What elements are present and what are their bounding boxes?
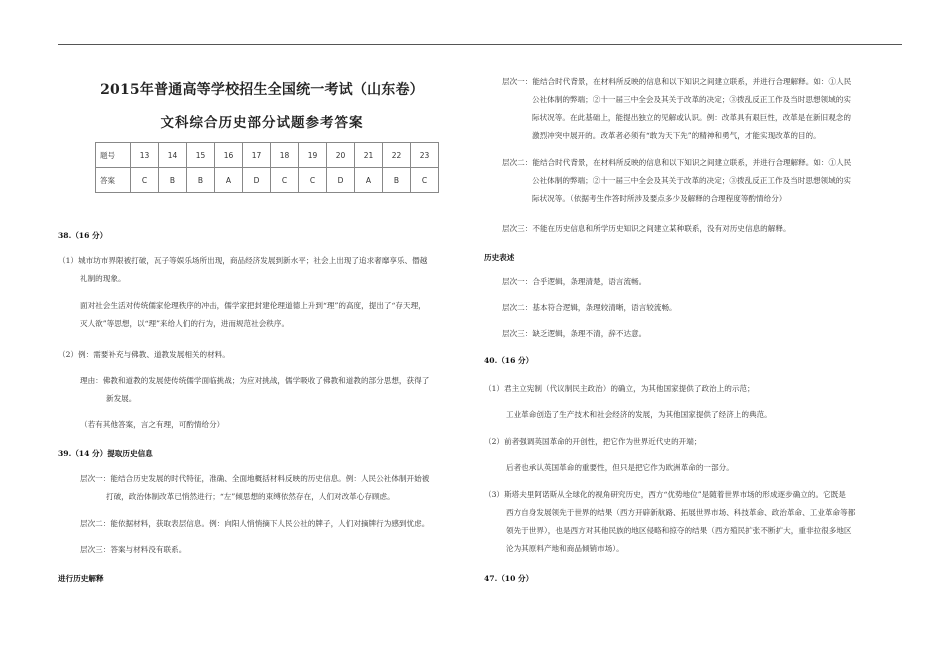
question-number: 15 <box>187 143 215 168</box>
answer-letter: B <box>383 168 411 193</box>
answer-letter: A <box>355 168 383 193</box>
answer-letter: D <box>243 168 271 193</box>
q40-part2-line: 后者也承认英国革命的重要性，但只是把它作为欧洲革命的一部分。 <box>506 463 734 472</box>
question-number: 23 <box>411 143 439 168</box>
q38-part2-line: 新发展。 <box>106 394 137 403</box>
q38-part2-line: 理由：佛教和道教的发展使传统儒学面临挑战；为应对挑战，儒学吸收了佛教和道教的部分思想，获得了 <box>80 376 430 385</box>
question-number: 19 <box>299 143 327 168</box>
q40-part3-line: （3）斯塔夫里阿诺斯从全球化的视角研究历史，西方“优势地位”是随着世界市场的形成逐步确立的。它既是 <box>484 490 846 499</box>
top-rule <box>58 44 902 45</box>
answer-letter: C <box>271 168 299 193</box>
q47-heading: 47.（10 分） <box>484 574 534 583</box>
answer-letter: C <box>131 168 159 193</box>
expression-level3: 层次三：缺乏逻辑，条理不清，辞不达意。 <box>502 329 647 338</box>
interp-level1-line: 层次一：能结合时代背景，在材料所反映的信息和以下知识之间建立联系，并进行合理解释。如：①人民 <box>502 77 852 86</box>
q38-part1-line: 面对社会生活对传统儒家伦理秩序的冲击，儒学家把封建伦理道德上升到“理”的高度，提出了“存天理， <box>80 301 426 310</box>
q40-part3-line: 领先于世界），也是西方对其他民族的地区侵略和掠夺的结果（西方殖民扩张不断扩大，重非拉很多地区 <box>506 526 852 535</box>
question-number: 18 <box>271 143 299 168</box>
interp-level3-line: 层次三：不能在历史信息和所学历史知识之间建立某种联系，没有对历史信息的解释。 <box>502 224 791 233</box>
answer-letter: B <box>159 168 187 193</box>
q38-part1-line: （1）城市坊市界限被打破，瓦子等娱乐场所出现，商品经济发展到新水平；社会上出现了追求奢靡享乐、僭越 <box>58 256 428 265</box>
answer-letter: C <box>299 168 327 193</box>
interp-level2-line: 公社体制的弊端；②十一届三中全会及其关于改革的决定；③拨乱反正工作及当时思想领域的实 <box>532 176 851 185</box>
q38-part1-line: 礼制的现象。 <box>80 274 126 283</box>
expression-heading: 历史表述 <box>484 253 515 262</box>
interp-level1-line: 公社体制的弊端；②十一届三中全会及其关于改革的决定；③拨乱反正工作及当时思想领域的实 <box>532 95 851 104</box>
expression-level2: 层次二：基本符合逻辑，条理较清晰，语言较流畅。 <box>502 303 677 312</box>
question-number: 16 <box>215 143 243 168</box>
q40-part1-line: （1）君主立宪制（代议制民主政治）的确立，为其他国家提供了政治上的示范； <box>484 384 755 393</box>
q39-level1-line: 层次一：能结合历史发展的时代特征，准确、全面地概括材料反映的历史信息。例：人民公社体制开始被 <box>80 474 430 483</box>
q39-heading: 39.（14 分）提取历史信息 <box>58 449 153 458</box>
q38-part2-line: （2）例：需要补充与佛教、道教发展相关的材料。 <box>58 350 230 359</box>
table-header-question: 题号 <box>96 143 131 168</box>
interp-level1-line: 际状况等。在此基础上，能提出独立的见解或认识。例：改革具有艰巨性，改革是在新旧观念的 <box>532 113 851 122</box>
q39-level2-line: 层次二：能依据材料，获取表层信息。例：向阳人悄悄摘下人民公社的牌子，人们对摘牌行为感到忧虑。 <box>80 519 430 528</box>
page-subtitle: 文科综合历史部分试题参考答案 <box>160 115 364 131</box>
answer-letter: D <box>327 168 355 193</box>
interp-level1-line: 激烈冲突中展开的。改革者必须有“敢为天下先”的精神和勇气，才能实现改革的目的。 <box>532 131 821 140</box>
q38-part1-line: 灭人欲”等思想，以“理”来给人们的行为，进而规范社会秩序。 <box>80 319 290 328</box>
expression-level1: 层次一：合乎逻辑，条理清楚，语言流畅。 <box>502 277 647 286</box>
q40-part3-line: 西方自身发展领先于世界的结果（西方开辟新航路、拓展世界市场、科技革命、政治革命、工业革命等都 <box>506 508 856 517</box>
answer-table-answer-row <box>96 168 439 193</box>
page-title: 2015年普通高等学校招生全国统一考试（山东卷） <box>100 82 424 98</box>
interp-level2-line: 层次二：能结合时代背景，在材料所反映的信息和以下知识之间建立联系，并进行合理解释。如：①人民 <box>502 158 852 167</box>
table-header-answer: 答案 <box>96 168 131 193</box>
q40-part2-line: （2）前者强调英国革命的开创性，把它作为世界近代史的开端； <box>484 437 702 446</box>
interp-level2-line: 际状况等。（依据考生作答时所涉及要点多少及解释的合理程度等酌情给分） <box>532 194 787 203</box>
question-number: 20 <box>327 143 355 168</box>
q38-note: （若有其他答案，言之有理，可酌情给分） <box>80 420 225 429</box>
question-number: 22 <box>383 143 411 168</box>
interpretation-heading: 进行历史解释 <box>58 574 104 583</box>
answer-letter: B <box>187 168 215 193</box>
q39-level3-line: 层次三：答案与材料没有联系。 <box>80 545 187 554</box>
answer-letter: C <box>411 168 439 193</box>
question-number: 14 <box>159 143 187 168</box>
q40-part3-line: 沦为其原料产地和商品倾销市场）。 <box>506 544 624 553</box>
question-number: 21 <box>355 143 383 168</box>
answer-letter: A <box>215 168 243 193</box>
q39-level1-line: 打破，政治体制改革已悄然进行；“左”倾思想的束缚依然存在，人们对改革心存顾虑。 <box>106 492 395 501</box>
question-number: 13 <box>131 143 159 168</box>
q38-heading: 38.（16 分） <box>58 231 108 240</box>
answer-table-question-row <box>96 143 439 168</box>
q40-part1-line: 工业革命创造了生产技术和社会经济的发展，为其他国家提供了经济上的典范。 <box>506 410 772 419</box>
question-number: 17 <box>243 143 271 168</box>
q40-heading: 40.（16 分） <box>484 356 534 365</box>
answer-table <box>95 142 439 193</box>
